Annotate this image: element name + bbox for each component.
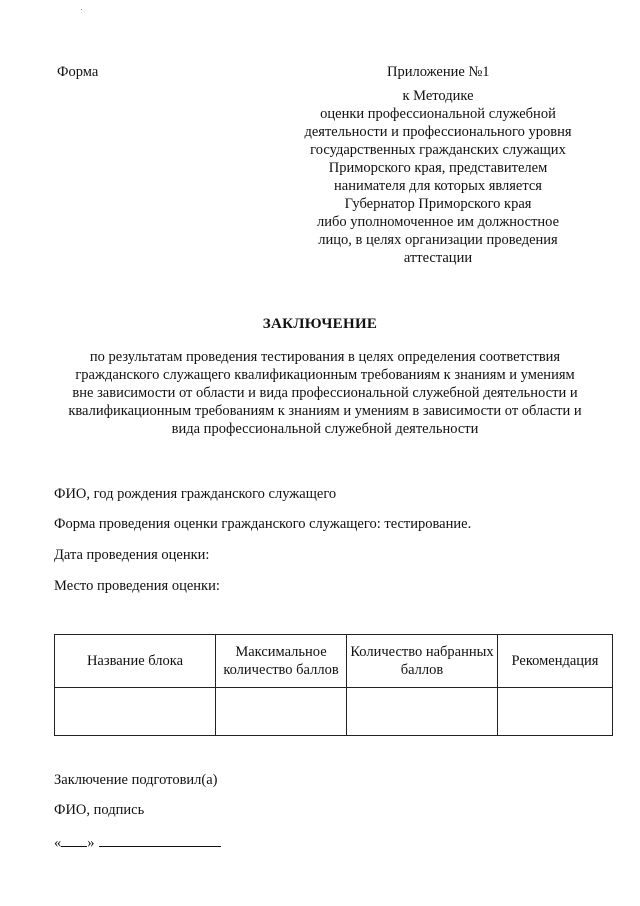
subtitle-line: вне зависимости от области и вида профессиональной служебной деятельности и [72,385,578,401]
table-cell [55,688,216,736]
appendix-line: Приморского края, представителем [328,160,548,176]
column-header-score: Количество набранных баллов [347,635,498,688]
appendix-line: Губернатор Приморского края [344,196,532,212]
prepared-by-label: Заключение подготовил(а) [54,772,218,788]
table-header-row [55,635,613,688]
appendix-line: государственных гражданских служащих [310,142,566,158]
appendix-title: Приложение №1 [387,64,490,80]
fio-field-label: ФИО, год рождения гражданского служащего [54,486,337,502]
scan-speck [81,9,82,10]
day-blank [61,832,87,847]
appendix-line: либо уполномоченное им должностное [316,214,560,230]
subtitle-line: гражданского служащего квалификационным требованиям к знаниям и умениям [75,367,575,383]
document-subtitle [40,348,610,438]
appendix-line: нанимателя для которых является [334,178,542,194]
appendix-line: к Методике [402,88,474,104]
appendix-line: аттестации [403,250,473,266]
month-year-blank [99,832,221,847]
table-cell [216,688,347,736]
form-label: Форма [57,64,99,80]
subtitle-line: по результатам проведения тестирования в целях определения соответствия [89,349,561,365]
date-signature-line [54,832,221,852]
table-cell [347,688,498,736]
open-quote: « [54,835,62,851]
signature-label: ФИО, подпись [54,802,145,818]
document-title: ЗАКЛЮЧЕНИЕ [262,316,378,332]
close-quote: » [87,835,95,851]
appendix-line: лицо, в целях организации проведения [318,232,558,248]
results-table [54,634,613,736]
assessment-date-label: Дата проведения оценки: [54,547,210,563]
assessment-place-label: Место проведения оценки: [54,578,220,594]
table-cell [498,688,613,736]
column-header-recommendation: Рекомендация [498,635,613,688]
appendix-line: деятельности и профессионального уровня [304,124,572,140]
assessment-form-label: Форма проведения оценки гражданского служащего: тестирование. [54,516,472,532]
subtitle-line: квалификационным требованиям к знаниям и умениям в зависимости от области и [68,403,582,419]
appendix-line: оценки профессиональной служебной [320,106,556,122]
subtitle-line: вида профессиональной служебной деятельности [171,421,479,437]
column-header-block-name: Название блока [55,635,216,688]
appendix-description [288,87,588,267]
column-header-max-score: Максимальное количество баллов [216,635,347,688]
table-row [55,688,613,736]
